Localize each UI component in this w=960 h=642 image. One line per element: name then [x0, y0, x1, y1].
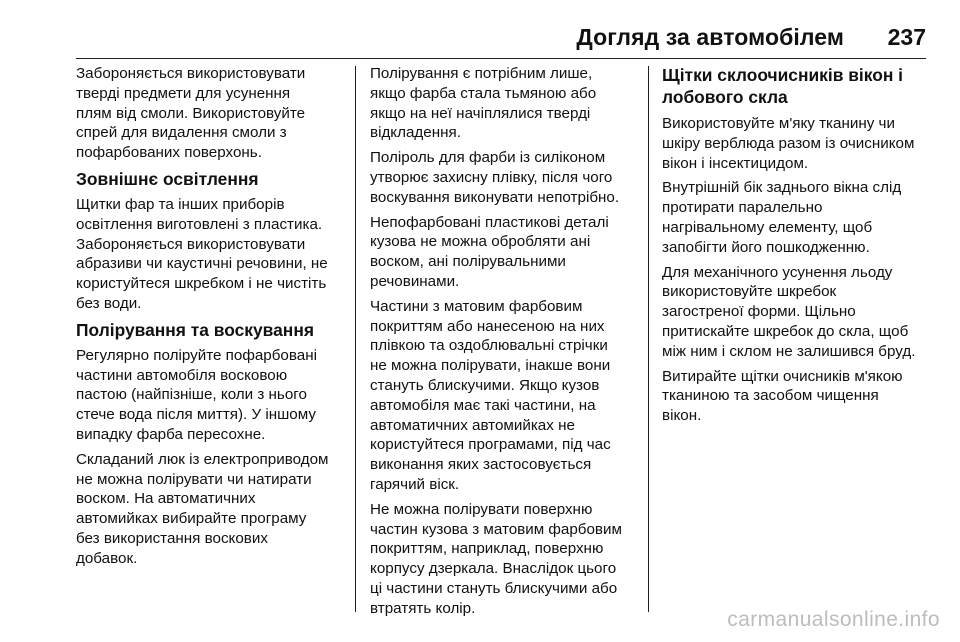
text-line: плям від смоли. Використовуйте [76, 104, 306, 122]
text-column-3 [662, 64, 930, 431]
text-line: Внутрішній бік заднього вікна слід [662, 179, 902, 197]
text-line: Використовуйте м'яку тканину чи [662, 115, 895, 132]
text-line: частин кузова з матовим фарбовим [370, 520, 622, 538]
paragraph [370, 297, 638, 495]
text-line: пастою (найпізніше, коли з нього [76, 386, 307, 404]
text-line: тверді предмети для усунення [76, 84, 291, 102]
text-line: абразиви чи каустичні речовини, не [76, 255, 328, 273]
text-line: Для механічного усунення льоду [662, 263, 893, 281]
text-line: Щітки склоочисників вікон і [662, 65, 904, 85]
text-line: стече вода після миття). У іншому [76, 406, 316, 424]
paragraph [662, 263, 930, 362]
text-line: Не можна полірувати поверхню [370, 500, 593, 518]
text-line: використовуйте шкребок [662, 283, 837, 301]
text-column-2 [370, 64, 638, 624]
column-divider [648, 66, 649, 612]
paragraph [76, 64, 344, 163]
text-line: без використання воскових [76, 529, 268, 547]
text-line: вікон. [662, 407, 702, 425]
paragraph [370, 148, 638, 207]
text-line: частини автомобіля восковою [76, 366, 288, 384]
text-line: воском, ані полірувальними [370, 253, 566, 271]
text-line: автоматичних автомийках не [370, 416, 575, 434]
text-line: покриттям, наприклад, поверхню [370, 540, 604, 558]
text-line: нагрівальному елементу, щоб [662, 218, 873, 236]
text-line: воском. На автоматичних [76, 490, 256, 508]
text-line: автомийках вибирайте програму [76, 510, 307, 528]
text-line: Складаний люк із електроприводом [76, 450, 329, 468]
text-line: запобігти його пошкодженню. [662, 238, 870, 256]
text-line: Щитки фар та інших приборів [76, 195, 285, 213]
column-divider [355, 66, 356, 612]
text-line: Зовнішнє освітлення [76, 168, 259, 189]
page-title: Догляд за автомобілем [576, 24, 844, 50]
text-line: гарячий віск. [370, 475, 460, 493]
text-column-1 [76, 64, 344, 574]
paragraph [662, 178, 930, 257]
paragraph [76, 195, 344, 314]
paragraph [370, 213, 638, 292]
text-line: користуйтеся програмами, під час [370, 436, 611, 454]
text-line: корпусу дзеркала. Внаслідок цього [370, 560, 617, 578]
text-line: Непофарбовані пластикові деталі [370, 213, 609, 231]
text-line: втратять колір. [370, 599, 476, 617]
watermark: carmanualsonline.info [727, 608, 940, 631]
section-heading [76, 319, 344, 341]
text-line: утворює захисну плівку, після чого [370, 168, 613, 186]
text-line: стануть блискучими. Якщо кузов [370, 376, 600, 394]
paragraph [76, 450, 344, 569]
text-line: кузова не можна обробляти ані [370, 233, 591, 251]
text-line: воскування виконувати непотрібно. [370, 188, 620, 206]
text-line: якщо на неї начіплялися тверді [370, 104, 591, 122]
text-line: ці частини стануть блискучими або [370, 579, 618, 597]
page-header [76, 0, 926, 59]
text-line: вікон і інсектицидом. [662, 154, 809, 172]
text-line: Поліроль для фарби із силіконом [370, 149, 606, 167]
text-line: пофарбованих поверхонь. [76, 144, 262, 162]
text-line: покриттям або нанесеною на них [370, 317, 605, 335]
text-line: якщо фарба стала тьмяною або [370, 84, 597, 102]
text-line: Витирайте щітки очисників м'якою [662, 367, 903, 385]
text-line: не можна полірувати чи натирати [76, 470, 312, 488]
text-line: речовинами. [370, 272, 460, 290]
text-line: добавок. [76, 549, 138, 567]
text-line: між ним і склом не залишився бруд. [662, 342, 916, 360]
paragraph [662, 367, 930, 426]
text-line: Полірування є потрібним лише, [370, 65, 593, 82]
text-line: притискайте шкребок до скла, щоб [662, 322, 909, 340]
text-line: не можна полірувати, інакше вони [370, 357, 611, 375]
section-heading [662, 64, 930, 108]
text-line: автомобіля має такі частини, на [370, 396, 596, 414]
text-line: плівкою та оздоблювальні стрічки [370, 337, 608, 355]
paragraph [370, 64, 638, 143]
text-line: виконання яких застосовується [370, 456, 592, 474]
text-line: загостреної форми. Щільно [662, 303, 856, 321]
text-line: без води. [76, 294, 142, 312]
paragraph [76, 346, 344, 445]
text-line: освітлення виготовлені з пластика. [76, 215, 323, 233]
page-number: 237 [887, 24, 926, 50]
text-line: спрей для видалення смоли з [76, 124, 287, 142]
text-line: шкіру верблюда разом із очисником [662, 134, 915, 152]
paragraph [662, 114, 930, 173]
text-line: протирати паралельно [662, 199, 823, 217]
text-line: Регулярно поліруйте пофарбовані [76, 346, 317, 364]
text-line: випадку фарба пересохне. [76, 425, 266, 443]
text-line: відкладення. [370, 124, 461, 142]
text-line: Частини з матовим фарбовим [370, 297, 583, 315]
text-line: тканиною та засобом чищення [662, 387, 879, 405]
text-line: користуйтеся шкребком і не чистіть [76, 275, 327, 293]
text-line: лобового скла [662, 87, 788, 107]
text-line: Забороняється використовувати [76, 235, 306, 253]
section-heading [76, 168, 344, 190]
text-line: Полірування та воскування [76, 319, 314, 340]
paragraph [370, 500, 638, 619]
text-line: Забороняється використовувати [76, 65, 306, 82]
